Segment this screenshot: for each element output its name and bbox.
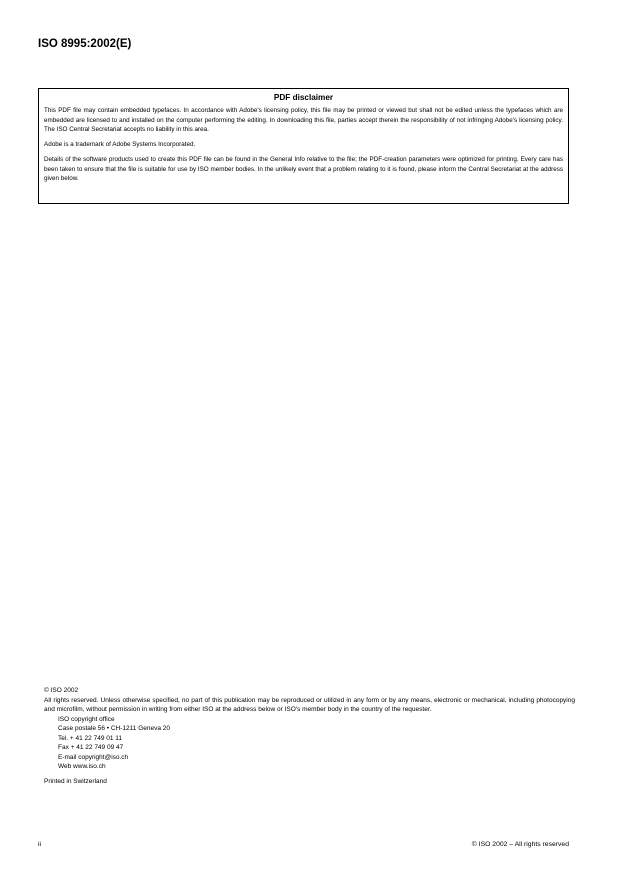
document-id: ISO 8995:2002(E) — [38, 38, 132, 50]
web-line: Web www.iso.ch — [58, 763, 106, 770]
pdf-disclaimer-box — [38, 88, 569, 204]
disclaimer-paragraph-details: Details of the software products used to create this PDF file can be found in the General Info relative to the file; the PDF-creation parameters were optimized for printing. Every care has been taken to ensure that the file is suitable for use by ISO member bodies. In the unlikely event that a problem relating to it is found, please inform the Central Secretariat at the address given below. — [44, 155, 563, 183]
printed-in: Printed in Switzerland — [44, 777, 107, 785]
fax-line: Fax + 41 22 749 09 47 — [58, 744, 124, 751]
address-line: Case postale 56 • CH-1211 Geneva 20 — [58, 725, 171, 732]
copyright-line: © ISO 2002 — [44, 687, 79, 694]
rights-notice: All rights reserved. Unless otherwise specified, no part of this publication may be reproduced or utilized in any form or by any means, electronic or mechanical, including photocopying and microfilm, without permission in writing from either ISO at the address below or ISO's member body in the country of the requester. — [44, 696, 575, 713]
disclaimer-paragraph-trademark: Adobe is a trademark of Adobe Systems Incorporated. — [44, 141, 196, 149]
copyright-block — [44, 686, 575, 786]
disclaimer-title: PDF disclaimer — [273, 93, 334, 102]
footer-copyright: © ISO 2002 – All rights reserved — [471, 841, 569, 848]
page-number: ii — [38, 841, 42, 848]
email-line: E-mail copyright@iso.ch — [58, 753, 129, 761]
disclaimer-paragraph-typefaces: This PDF file may contain embedded typefaces. In accordance with Adobe's licensing policy, this file may be printed or viewed but shall not be edited unless the typefaces which are embedded are licensed to and installed on the computer performing the editing. In downloading this file, parties accept therein the responsibility of not infringing Adobe's licensing policy. The ISO Central Secretariat accepts no liability in this area. — [44, 107, 563, 134]
address-line: ISO copyright office — [58, 715, 115, 723]
telephone-line: Tel. + 41 22 749 01 11 — [58, 734, 123, 742]
